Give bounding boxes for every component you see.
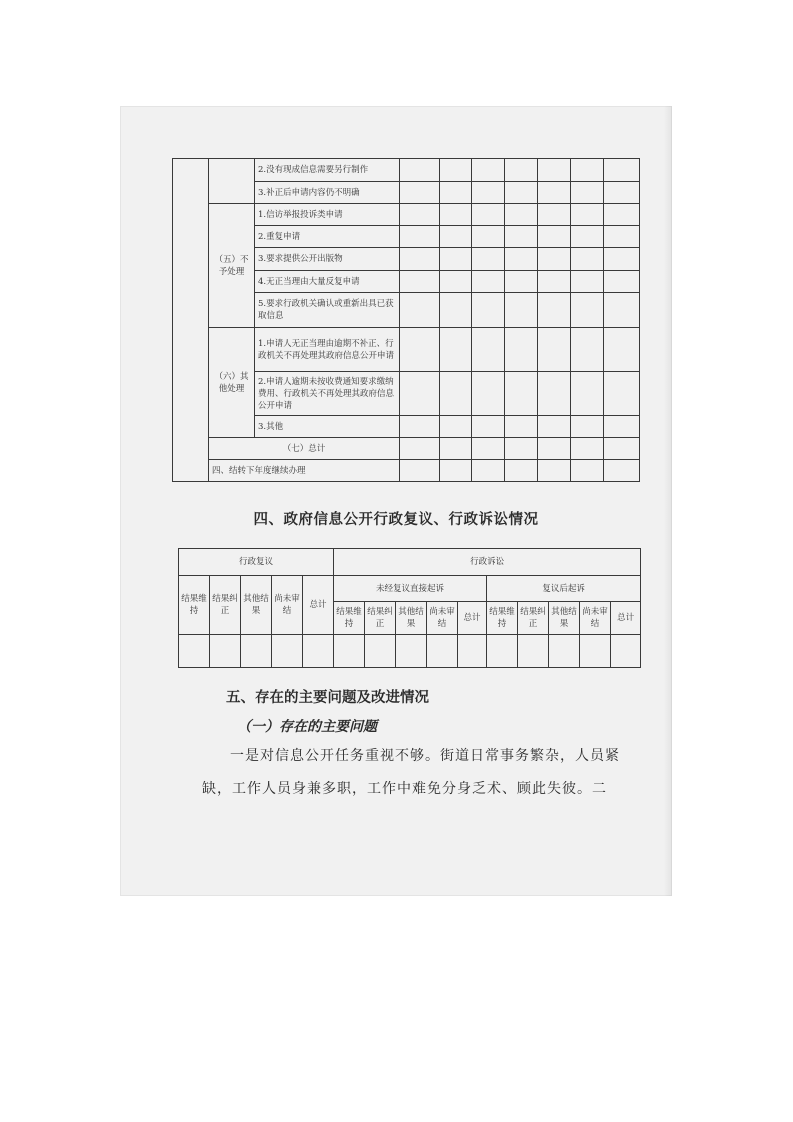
admin-review-header: 行政复议 [179,549,334,576]
col-header: 结果纠正 [210,576,241,635]
col-header: 其他结果 [241,576,272,635]
group-other-processing: （六）其他处理 [209,328,255,438]
col-header: 尚未审结 [272,576,303,635]
table-row [173,438,640,460]
row-label: 1.信访举报投诉类申请 [255,204,400,226]
row-label: 4.无正当理由大量反复申请 [255,271,400,293]
group-no-processing: （五）不予处理 [209,204,255,328]
col-header: 总计 [458,602,487,635]
col-header: 结果维持 [179,576,210,635]
document-page [120,106,672,896]
col-header: 尚未审结 [580,602,611,635]
col-header: 其他结果 [396,602,427,635]
admin-litigation-header: 行政诉讼 [334,549,641,576]
col-header: 总计 [303,576,334,635]
row-label: 3.补正后申请内容仍不明确 [255,182,400,204]
total-label: （七）总计 [209,438,400,460]
review-litigation-table [178,548,641,668]
carry-over-label: 四、结转下年度继续办理 [209,460,400,482]
col-header: 结果维持 [487,602,518,635]
row-label: 3.其他 [255,416,400,438]
subsection-heading: （一）存在的主要问题 [237,719,377,735]
col-header: 结果纠正 [518,602,549,635]
row-label: 2.申请人逾期未按收费通知要求缴纳费用、行政机关不再处理其政府信息公开申请 [255,372,400,416]
direct-suit-header: 未经复议直接起诉 [334,576,487,602]
col-header: 结果维持 [334,602,365,635]
section-five-heading: 五、存在的主要问题及改进情况 [226,689,429,706]
table-row [173,460,640,482]
body-paragraph: 一是对信息公开任务重视不够。街道日常事务繁杂，人员紧缺，工作人员身兼多职，工作中难免分身乏术、顾此失彼。二 [202,748,620,797]
row-label: 3.要求提供公开出版物 [255,248,400,271]
section-four-heading: 四、政府信息公开行政复议、行政诉讼情况 [253,511,539,528]
row-label: 2.重复申请 [255,226,400,248]
row-label: 5.要求行政机关确认或重新出具已获取信息 [255,293,400,328]
col-header: 总计 [611,602,641,635]
table-row [173,204,640,226]
row-label: 2.没有现成信息需要另行制作 [255,159,400,182]
table-row [173,159,640,182]
post-review-suit-header: 复议后起诉 [487,576,641,602]
row-label: 1.申请人无正当理由逾期不补正、行政机关不再处理其政府信息公开申请 [255,328,400,372]
col-header: 尚未审结 [427,602,458,635]
table-row [179,635,641,668]
table-row [173,328,640,372]
col-header: 结果纠正 [365,602,396,635]
disposition-table [172,158,640,482]
col-header: 其他结果 [549,602,580,635]
